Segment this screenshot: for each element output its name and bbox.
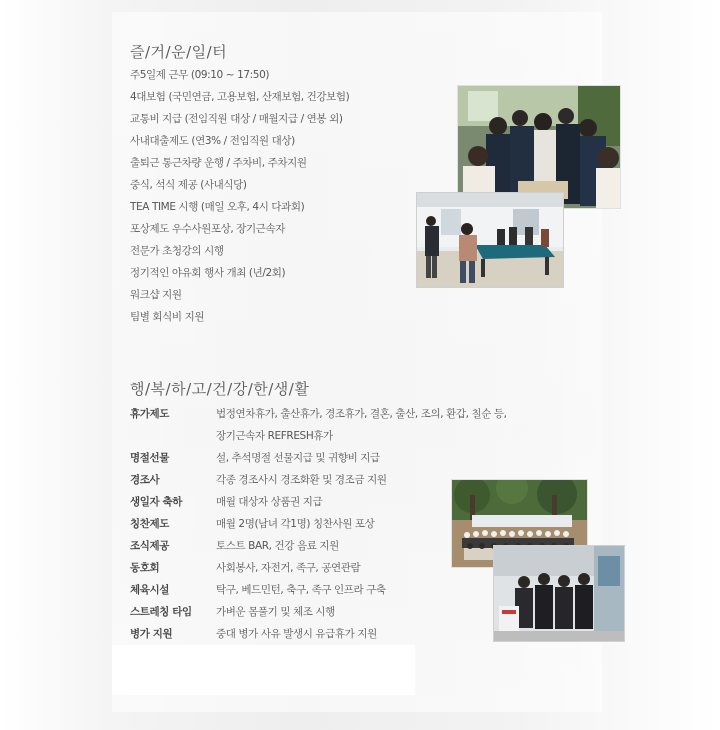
- bottom-white-block: [112, 645, 415, 695]
- list-item: 교통비 지급 (전임직원 대상 / 매월지급 / 연봉 외): [130, 113, 343, 125]
- section-title-happy-workplace: 즐/거/운/일/터: [130, 43, 228, 61]
- row-label: 칭찬제도: [130, 518, 169, 530]
- row-value: 각종 경조사시 경조화환 및 경조금 지원: [216, 474, 387, 486]
- row-label: 병가 지원: [130, 628, 173, 640]
- list-item: 포상제도 우수사원포상, 장기근속자: [130, 223, 285, 235]
- list-item: 출퇴근 통근차량 운행 / 주차비, 주차지원: [130, 157, 307, 169]
- row-value: 설, 추석명절 선물지급 및 귀향비 지급: [216, 452, 380, 464]
- row-value: 매월 대상자 상품권 지급: [216, 496, 323, 508]
- row-label: 조식제공: [130, 540, 169, 552]
- list-item: 워크샵 지원: [130, 289, 182, 301]
- list-item: 주5일제 근무 (09:10 ~ 17:50): [130, 69, 270, 81]
- list-item: TEA TIME 시행 (매일 오후, 4시 다과회): [130, 201, 305, 213]
- list-item: 팀별 회식비 지원: [130, 311, 205, 323]
- list-item: 4대보험 (국민연금, 고용보험, 산재보험, 건강보험): [130, 91, 350, 103]
- list-item: 정기적인 야유회 행사 개최 (년/2회): [130, 267, 286, 279]
- list-item: 전문가 초청강의 시행: [130, 245, 224, 257]
- section-title-healthy-life: 행/복/하/고/건/강/한/생/활: [130, 380, 310, 398]
- row-label: 경조사: [130, 474, 160, 486]
- list-item: 중식, 석식 제공 (사내식당): [130, 179, 247, 191]
- row-value: 장기근속자 REFRESH휴가: [216, 430, 333, 442]
- ping-pong-photo: [416, 192, 564, 288]
- row-label: 동호회: [130, 562, 160, 574]
- row-value: 토스트 BAR, 건강 음료 지원: [216, 540, 339, 552]
- row-label: 체육시설: [130, 584, 169, 596]
- award-ceremony-photo: [493, 545, 625, 642]
- row-value: 탁구, 베드민턴, 축구, 족구 인프라 구축: [216, 584, 386, 596]
- benefits-list: [130, 66, 349, 330]
- row-value: 중대 병가 사유 발생시 유급휴가 지원: [216, 628, 377, 640]
- row-label: 명절선물: [130, 452, 169, 464]
- row-value: 매월 2명(남녀 각1명) 칭찬사원 포상: [216, 518, 375, 530]
- tea-time-photo: [457, 85, 621, 209]
- row-label: 스트레칭 타임: [130, 606, 192, 618]
- row-label: 생일자 축하: [130, 496, 182, 508]
- row-value: 사회봉사, 자전거, 족구, 공연관람: [216, 562, 361, 574]
- row-value: 법정연차휴가, 출산휴가, 경조휴가, 결혼, 출산, 조의, 환갑, 칠순 등,: [216, 408, 507, 420]
- row-label: 휴가제도: [130, 408, 169, 420]
- list-item: 사내대출제도 (연3% / 전임직원 대상): [130, 135, 295, 147]
- row-value: 가벼운 몸풀기 및 체조 시행: [216, 606, 335, 618]
